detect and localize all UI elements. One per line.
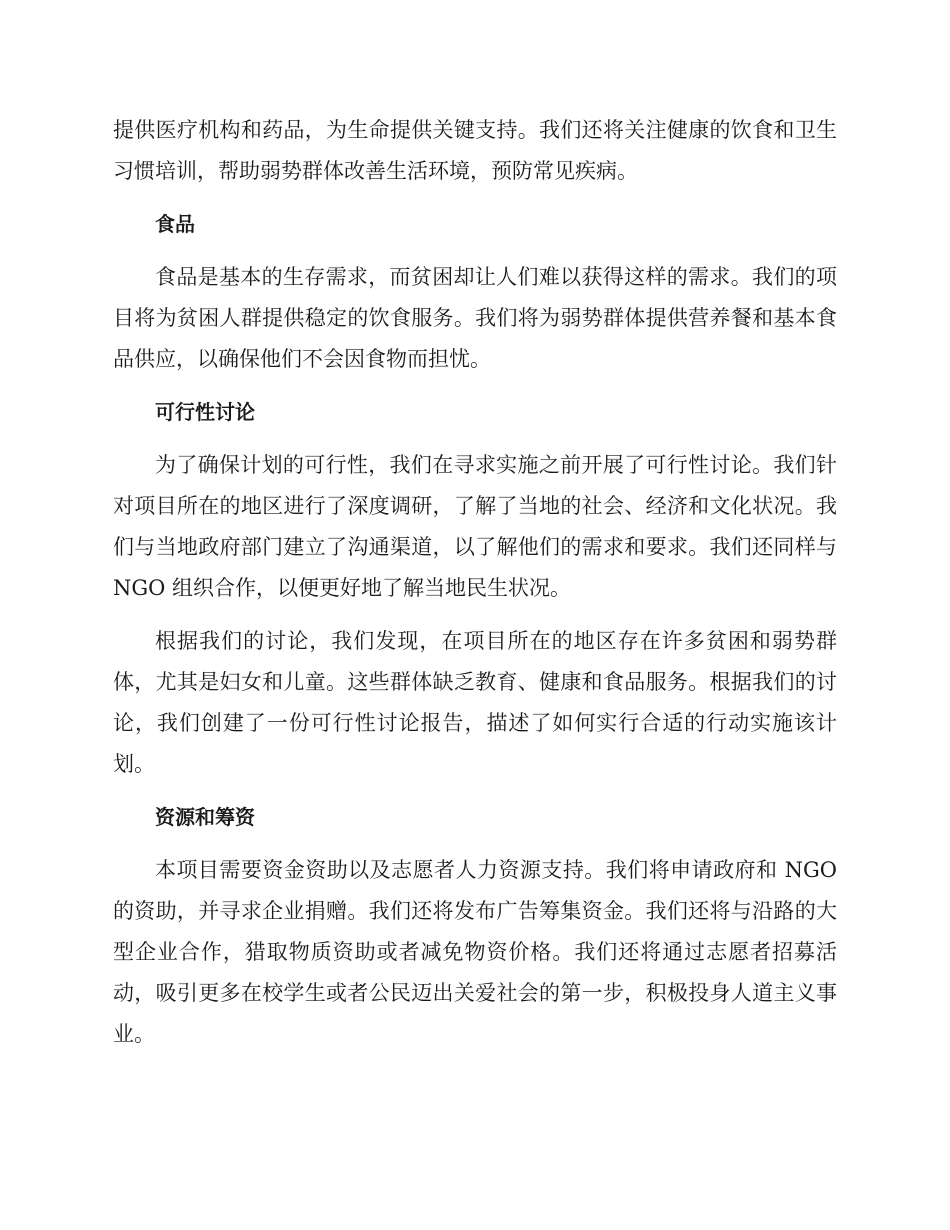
heading-resources: 资源和筹资 [155,805,255,829]
paragraph-resources: 本项目需要资金资助以及志愿者人力资源支持。我们将申请政府和 NGO 的资助，并寻求企业捐赠。我们还将发布广告筹集资金。我们还将与沿路的大型企业合作，猎取物质资助或者减免物资价格。我们还将通过志愿者招募活动，吸引更多在校学生或者公民迈出关爱社会的第一步，积极投身人道主义事业。 [113,858,837,1046]
heading-food: 食品 [155,212,195,236]
document-body [113,110,837,1067]
paragraph-feasibility-2: 根据我们的讨论，我们发现，在项目所在的地区存在许多贫困和弱势群体，尤其是妇女和儿童。这些群体缺乏教育、健康和食品服务。根据我们的讨论，我们创建了一份可行性讨论报告，描述了如何实行合适的行动实施该计划。 [113,629,837,776]
paragraph-food: 食品是基本的生存需求，而贫困却让人们难以获得这样的需求。我们的项目将为贫困人群提供稳定的饮食服务。我们将为弱势群体提供营养餐和基本食品供应，以确保他们不会因食物而担忧。 [113,265,837,371]
heading-feasibility: 可行性讨论 [155,400,255,424]
paragraph-feasibility-1: 为了确保计划的可行性，我们在寻求实施之前开展了可行性讨论。我们针对项目所在的地区进行了深度调研，了解了当地的社会、经济和文化状况。我们与当地政府部门建立了沟通渠道，以了解他们的需求和要求。我们还同样与 NGO 组织合作，以便更好地了解当地民生状况。 [113,453,837,600]
paragraph-intro: 提供医疗机构和药品，为生命提供关键支持。我们还将关注健康的饮食和卫生习惯培训，帮助弱势群体改善生活环境，预防常见疾病。 [113,118,837,183]
